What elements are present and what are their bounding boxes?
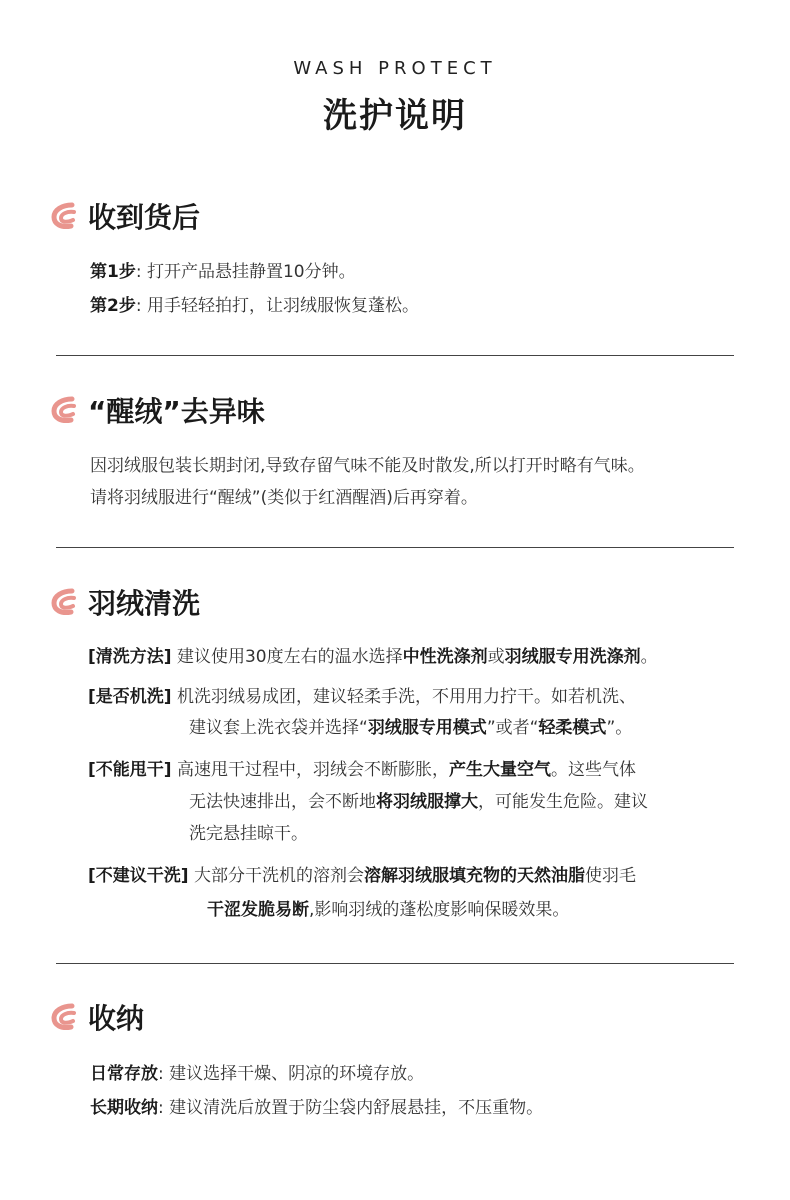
item-tag: [不建议干洗] (88, 866, 189, 886)
step-text: 打开产品悬挂静置10分钟。 (146, 262, 356, 282)
section-title: 收纳 (88, 1002, 145, 1035)
section-wash-heading (50, 582, 200, 622)
no-spin-line-2 (189, 790, 648, 814)
storage-text: 建议清洗后放置于防尘袋内舒展悬挂，不压重物。 (169, 1098, 544, 1118)
text-emphasis: 羽绒服专用洗涤剂 (504, 647, 641, 667)
text-fragment: 使羽毛 (584, 866, 636, 886)
text-fragment: ,影响羽绒的蓬松度影响保暖效果。 (309, 900, 570, 920)
page-title: 洗护说明 (323, 96, 467, 136)
no-dry-clean-line-2 (207, 898, 569, 922)
text-fragment: ”。 (606, 718, 633, 738)
brand-swoosh-icon (50, 201, 80, 231)
text-emphasis: 溶解羽绒服填充物的天然油脂 (363, 866, 585, 886)
step-label: 第2步 (90, 296, 136, 316)
no-spin-line-3: 洗完悬挂晾干。 (189, 824, 308, 844)
text-fragment: ”或者“ (486, 718, 539, 738)
item-tag: [是否机洗] (88, 687, 172, 707)
divider (56, 963, 734, 964)
step-label: 第1步 (90, 262, 136, 282)
storage-label: 长期收纳 (90, 1098, 158, 1118)
text-fragment: 建议使用30度左右的温水选择 (176, 647, 403, 667)
machine-wash-line-2 (189, 716, 632, 740)
text-emphasis: 中性洗涤剂 (402, 647, 488, 667)
text-fragment: 无法快速排出，会不断地 (189, 792, 376, 812)
step-text: 用手轻轻拍打，让羽绒服恢复蓬松。 (146, 296, 419, 316)
text-fragment: 高速甩干过程中，羽绒会不断膨胀， (176, 760, 449, 780)
brand-swoosh-icon (50, 395, 80, 425)
storage-long-term (90, 1096, 543, 1120)
text-emphasis: 产生大量空气 (448, 760, 551, 780)
storage-separator: : (158, 1098, 164, 1118)
text-emphasis: 干涩发脆易断 (207, 900, 309, 920)
text-emphasis: 轻柔模式 (538, 718, 607, 738)
text-fragment: 或 (487, 647, 505, 667)
section-storage-heading (50, 997, 144, 1037)
text-fragment: 。这些气体 (550, 760, 636, 780)
header-english-title: WASH PROTECT (293, 58, 497, 79)
storage-text: 建议选择干燥、阴凉的环境存放。 (169, 1064, 425, 1084)
storage-daily (90, 1062, 424, 1086)
section-title: “醒绒”去异味 (88, 395, 265, 428)
text-emphasis: 将羽绒服撑大 (376, 792, 478, 812)
storage-separator: : (158, 1064, 164, 1084)
machine-wash-line-1 (88, 685, 636, 709)
text-fragment: 建议套上洗衣袋并选择“ (189, 718, 368, 738)
section-title: 收到货后 (88, 201, 201, 234)
odor-line-2: 请将羽绒服进行“醒绒”(类似于红酒醒酒)后再穿着。 (90, 488, 478, 508)
odor-line-1: 因羽绒服包装长期封闭,导致存留气味不能及时散发,所以打开时略有气味。 (90, 456, 645, 476)
text-fragment: 机洗羽绒易成团，建议轻柔手洗，不用用力拧干。如若机洗、 (176, 687, 636, 707)
text-fragment: 大部分干洗机的溶剂会 (193, 866, 364, 886)
text-fragment: 。 (640, 647, 658, 667)
section-odor-heading (50, 390, 265, 430)
step-separator: : (135, 296, 142, 316)
section-receive-heading (50, 196, 200, 236)
text-fragment: ，可能发生危险。建议 (478, 792, 648, 812)
item-tag: [不能甩干] (88, 760, 172, 780)
step-2 (90, 294, 419, 318)
no-dry-clean-line-1 (88, 864, 636, 888)
divider (56, 355, 734, 356)
section-title: 羽绒清洗 (88, 587, 201, 620)
divider (56, 547, 734, 548)
no-spin-line-1 (88, 758, 636, 782)
step-1 (90, 260, 356, 284)
storage-label: 日常存放 (90, 1064, 158, 1084)
item-tag: [清洗方法] (88, 647, 172, 667)
brand-swoosh-icon (50, 587, 80, 617)
step-separator: : (135, 262, 142, 282)
wash-method (88, 645, 658, 669)
brand-swoosh-icon (50, 1002, 80, 1032)
text-emphasis: 羽绒服专用模式 (367, 718, 487, 738)
